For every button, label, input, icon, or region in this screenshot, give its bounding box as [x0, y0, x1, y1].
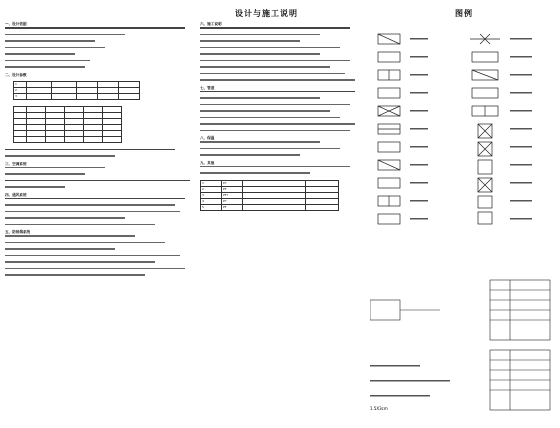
bottom-right-detail	[370, 270, 555, 420]
legend-grid	[370, 30, 550, 274]
design-parameter-table: 1 2 3	[13, 81, 140, 100]
fan-schedule-table: 1 PY 2 PF 3 PFY 4 PY 5 PF	[200, 180, 339, 211]
legend-symbols	[370, 30, 550, 270]
notes-title: 设计与施工说明	[235, 8, 298, 18]
section-header: 二、设计参数	[5, 72, 27, 77]
section-header: 三、空调系统	[5, 161, 27, 166]
section-header: 八、保温	[200, 136, 215, 140]
section-header: 七、管道	[200, 85, 215, 90]
section-header: 六、施工说明	[200, 22, 222, 26]
section-header: 五、防排烟系统	[5, 230, 31, 234]
bottom-label: 1.5X3cm	[370, 406, 388, 411]
section-header: 一、设计依据	[5, 22, 27, 26]
room-parameter-table	[13, 106, 122, 143]
section-header: 九、其他	[200, 160, 215, 165]
section-header: 四、通风系统	[5, 192, 27, 197]
legend-title: 图例	[455, 8, 473, 18]
notes-column-1	[5, 22, 195, 281]
notes-column-2	[200, 22, 360, 211]
